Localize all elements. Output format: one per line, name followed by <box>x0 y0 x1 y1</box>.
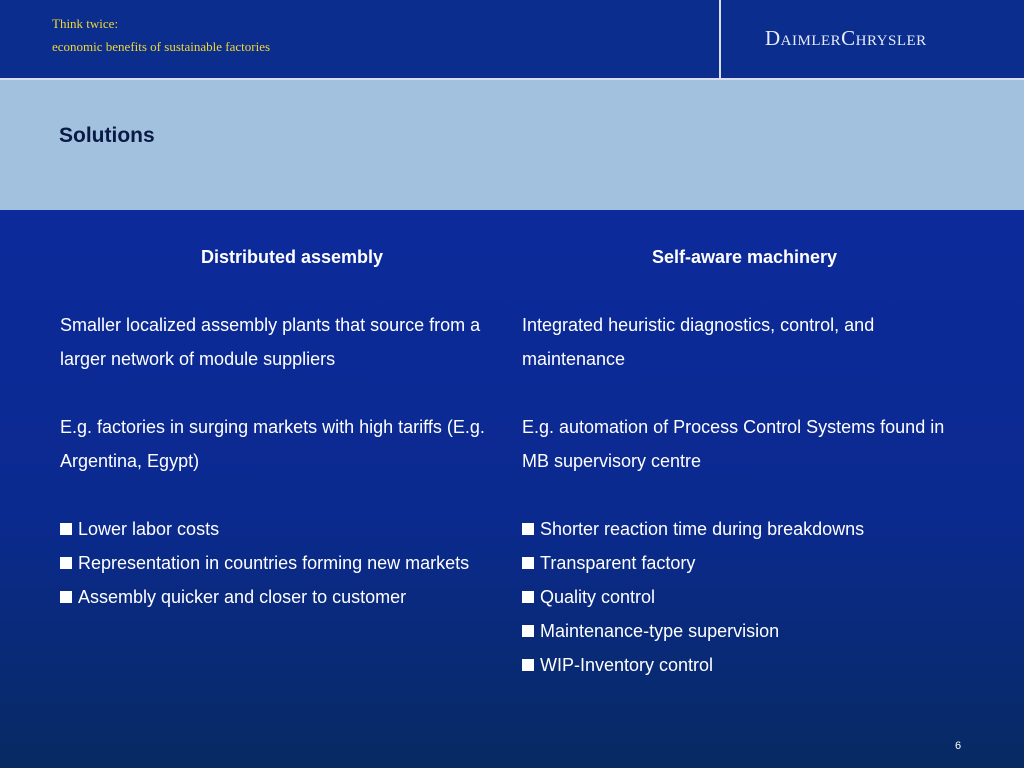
bullet-text: Transparent factory <box>540 553 696 573</box>
header-divider-vertical <box>719 0 721 80</box>
left-column-bullet-list <box>60 512 510 614</box>
right-column-bullet-list <box>522 512 967 682</box>
slide-header <box>0 0 1024 80</box>
slide-content <box>0 210 1024 768</box>
bullet-text: Lower labor costs <box>78 519 220 539</box>
bullet-item <box>60 512 510 546</box>
bullet-text: WIP-Inventory control <box>540 655 714 675</box>
bullet-text: Representation in countries forming new markets <box>78 553 470 573</box>
bullet-item <box>60 580 510 614</box>
right-column <box>522 240 967 682</box>
bullet-item <box>522 614 967 648</box>
left-column-heading: Distributed assembly <box>200 247 384 267</box>
bullet-item <box>60 546 510 580</box>
right-column-paragraph-1: Integrated heuristic diagnostics, control, and maintenance <box>522 315 875 369</box>
square-bullet-icon <box>60 557 72 569</box>
square-bullet-icon <box>522 557 534 569</box>
header-subtitle-line-2: economic benefits of sustainable factories <box>52 39 271 54</box>
square-bullet-icon <box>522 523 534 535</box>
left-column-paragraph-2: E.g. factories in surging markets with high tariffs (E.g. Argentina, Egypt) <box>60 417 485 471</box>
right-column-heading: Self-aware machinery <box>651 247 838 267</box>
daimlerchrysler-logo: DaimlerChrysler <box>765 26 927 50</box>
square-bullet-icon <box>522 625 534 637</box>
square-bullet-icon <box>522 591 534 603</box>
page-number: 6 <box>955 740 962 752</box>
title-band <box>0 80 1024 210</box>
bullet-item <box>522 512 967 546</box>
bullet-text: Assembly quicker and closer to customer <box>78 587 407 607</box>
bullet-item <box>522 648 967 682</box>
bullet-text: Quality control <box>540 587 656 607</box>
page-title: Solutions <box>59 124 155 147</box>
square-bullet-icon <box>60 523 72 535</box>
right-column-paragraph-2: E.g. automation of Process Control Systems found in MB supervisory centre <box>522 417 945 471</box>
square-bullet-icon <box>60 591 72 603</box>
square-bullet-icon <box>522 659 534 671</box>
bullet-text: Shorter reaction time during breakdowns <box>540 519 865 539</box>
left-column-paragraph-1: Smaller localized assembly plants that source from a larger network of module suppliers <box>60 315 481 369</box>
bullet-item <box>522 580 967 614</box>
bullet-item <box>522 546 967 580</box>
header-subtitle-line-1: Think twice: <box>52 16 119 31</box>
left-column <box>60 240 510 614</box>
bullet-text: Maintenance-type supervision <box>540 621 780 641</box>
